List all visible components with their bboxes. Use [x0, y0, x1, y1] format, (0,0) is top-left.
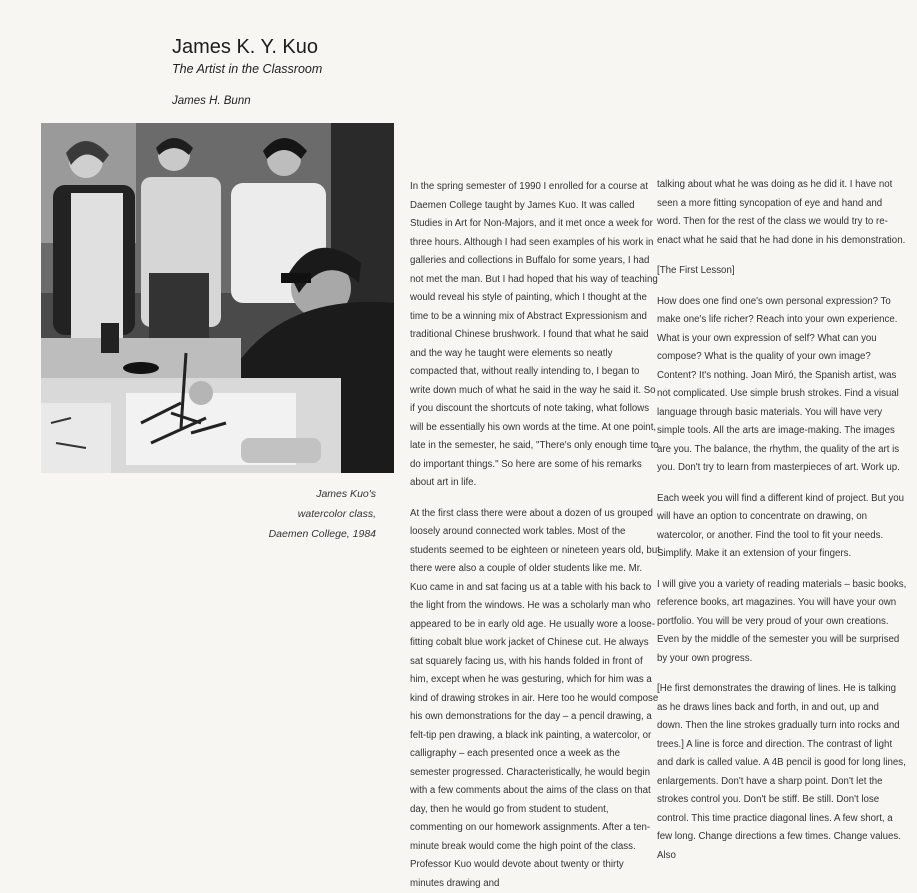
classroom-photo-illustration — [41, 123, 394, 473]
article-title: James K. Y. Kuo — [172, 36, 318, 59]
paragraph: [He first demonstrates the drawing of lines. He is talking as he draws lines back and forth, in and out, up and down. Then the line strokes gradually turn into rocks and trees.] A line is force and direction. The contrast of light and dark is called value. A 4B pencil is good for long lines, enlargements. Don't have a sharp point. Don't let the strokes control you. Don't be stiff. Be still. Don't lose control. This time practice diagonal lines. A few short, a few long. Change directions a few times. Change values. Also — [657, 680, 907, 865]
paragraph: In the spring semester of 1990 I enrolled for a course at Daemen College taught by James Kuo. It was called Studies in Art for Non-Majors, and it met once a week for three hours. Although I had seen examples of his work in galleries and collections in Buffalo for some years, I had not met the man. But I had hoped that his way of teaching would reveal his style of painting, which I thought at the time to be a winning mix of Abstract Expressionism and traditional Chinese brushwork. I found that what he said and the way he taught were elements so neatly compacted that, without really intending to, I began to write down much of what he said in the way he said it. So if you discount the shortcuts of note taking, what follows will be essentially his own words at the time. At one point, late in the semester, he said, "There's only enough time to do important things." So here are some of his remarks about art in life. — [410, 178, 660, 493]
section-heading: [The First Lesson] — [657, 262, 907, 281]
paragraph: At the first class there were about a dozen of us grouped loosely around connected work tables. Most of the students seemed to be eighteen or nineteen years old, but there were also a couple of older students like me. Mr. Kuo came in and sat facing us at a table with his back to the light from the windows. He was a scholarly man who appeared to be in early old age. He usually wore a loose-fitting cobalt blue work jacket of Chinese cut. He always sat squarely facing us, with his hands folded in front of him, except when he was gesturing, which for him was a kind of drawing strokes in air. Here too he would compose his own demonstrations for the day – a pencil drawing, a felt-tip pen drawing, a black ink painting, a watercolor, or calligraphy – each presented once a week as the semester progressed. Characteristically, he would begin with a few comments about the aims of the class on that day, then he would go from student to student, commenting on our homework assignments. After a ten-minute break would come the high point of the class. Professor Kuo would devote about twenty or thirty minutes drawing and — [410, 505, 660, 893]
article-author: James H. Bunn — [172, 95, 251, 107]
caption-line: watercolor class, — [250, 504, 376, 524]
paragraph: Each week you will find a different kind of project. But you will have an option to concentrate on drawing, on watercolor, or another. Find the tool to fit your needs. Simplify. Make it an extension of your fingers. — [657, 490, 907, 564]
caption-line: Daemen College, 1984 — [250, 524, 376, 544]
paragraph: talking about what he was doing as he did it. I have not seen a more fitting syncopation of eye and hand and word. Then for the rest of the class we would try to re-enact what he said that he had done in his demonstration. — [657, 176, 907, 250]
classroom-photo — [41, 123, 394, 473]
paragraph: How does one find one's own personal expression? To make one's life richer? Reach into your own experience. What is your own expression of self? What can you compose? What is the quality of your own image? Content? It's nothing. Joan Miró, the Spanish artist, was not complicated. Use simple brush strokes. Find a visual language through basic materials. You will have very simple tools. All the arts are image-making. The images are you. The balance, the rhythm, the quality of the art is you. Don't try to learn from masterpieces of art. Work up. — [657, 293, 907, 478]
paragraph: I will give you a variety of reading materials – basic books, reference books, art magazines. You will have your own portfolio. You will be very proud of your own creations. Even by the middle of the semester you will be surprised by your own progress. — [657, 576, 907, 669]
text-column-1 — [410, 178, 660, 893]
caption-line: James Kuo's — [250, 484, 376, 504]
text-column-2 — [657, 176, 907, 865]
article-subtitle: The Artist in the Classroom — [172, 62, 322, 76]
photo-caption — [250, 484, 376, 544]
